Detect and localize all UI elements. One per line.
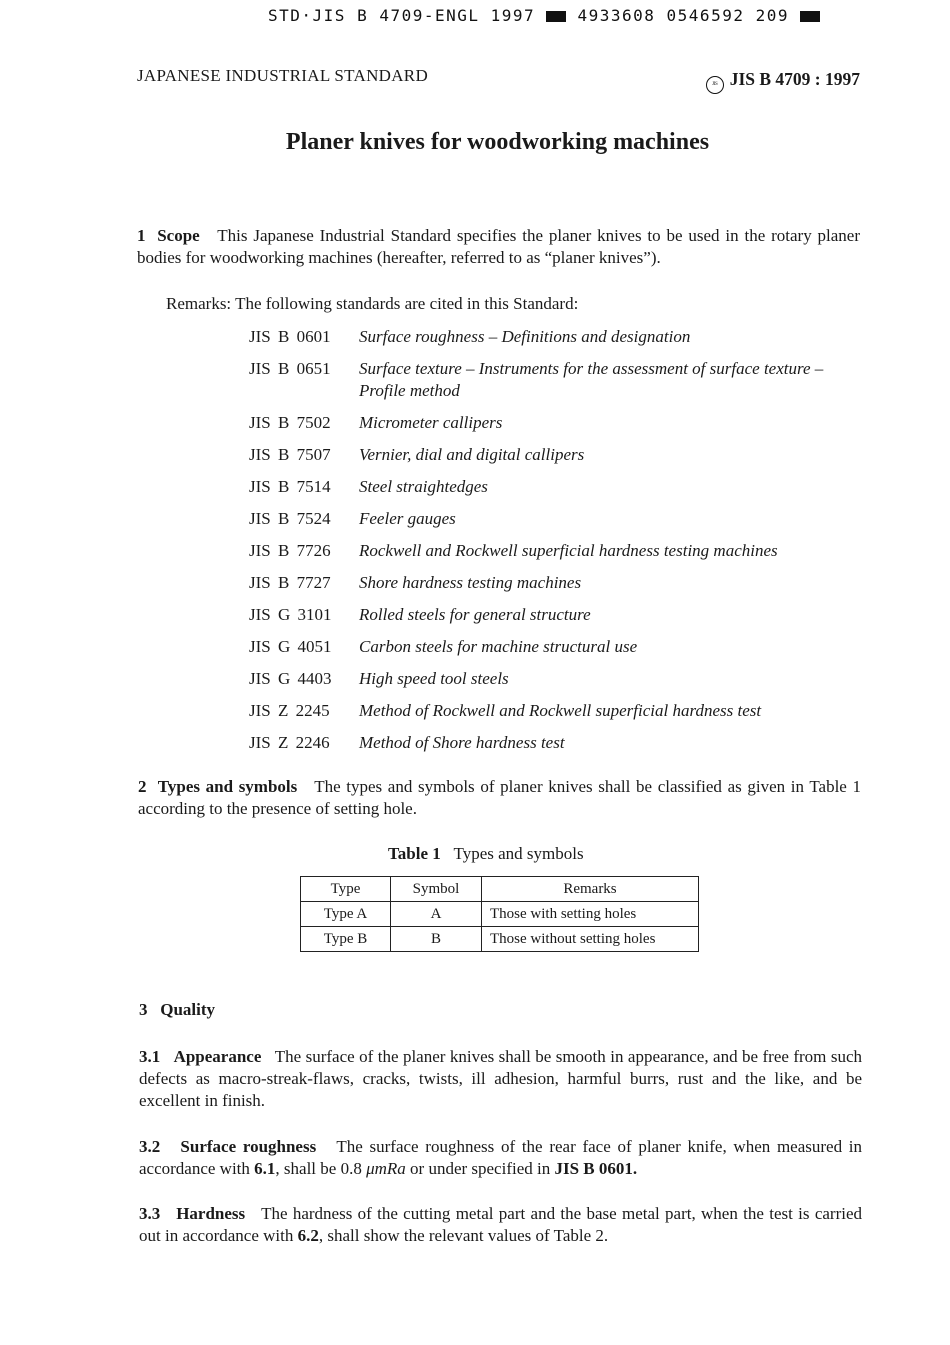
subsection-number: 3.2 [139, 1137, 161, 1156]
standard-ref-code: JIS B 0651 [249, 359, 331, 378]
section-text: This Japanese Industrial Standard specifies the planer knives to be used in the rotary planer bodies for woodworking machines (hereafter, referred to as “planer knives”). [137, 226, 861, 267]
standard-ref-title: High speed tool steels [359, 669, 509, 688]
standard-ref-title: Rockwell and Rockwell superficial hardness testing machines [359, 541, 778, 560]
table-header-row [301, 877, 699, 902]
section-number: 1 [137, 226, 146, 245]
standard-ref-code: JIS G 3101 [249, 605, 332, 624]
table-cell: Type B [301, 927, 391, 952]
standard-ref-code: JIS B 7524 [249, 509, 331, 528]
standard-ref-title: Surface texture – Instruments for the assessment of surface texture – Profile method [359, 359, 824, 400]
subsection-roughness [139, 1136, 862, 1180]
subsection-heading: Appearance [173, 1047, 262, 1066]
standard-ref-code: JIS Z 2246 [249, 733, 330, 752]
column-header: Symbol [391, 877, 482, 902]
subsection-heading: Hardness [176, 1204, 246, 1223]
block-mark [546, 11, 566, 22]
subsection-text: , shall show the relevant values of Table 2. [318, 1226, 609, 1245]
standard-ref-code: JIS G 4051 [249, 637, 332, 656]
catalog-number: 4933608 0546592 209 [577, 6, 789, 25]
standard-ref-title: Feeler gauges [359, 509, 456, 528]
document-id-line [268, 6, 820, 25]
table-title: Types and symbols [453, 844, 584, 863]
subsection-appearance [139, 1046, 862, 1112]
subsection-text: The surface of the planer knives shall be smooth in appearance, and be free from such defects as macro-streak-flaws, cracks, twists, ill adhesion, harmful burrs, rust and the like, and be excellent in finish. [139, 1047, 862, 1110]
subsection-text: or under specified in [410, 1159, 551, 1178]
sentence-end: . [632, 1159, 638, 1178]
standard-ref-title: Carbon steels for machine structural use [359, 637, 638, 656]
roughness-unit: μmRa [366, 1159, 406, 1178]
section-types [138, 776, 861, 820]
jis-mark-icon: JIS [706, 76, 724, 94]
standard-ref-title: Micrometer callipers [359, 413, 503, 432]
standard-code: JIS B 4709 : 1997 [729, 69, 860, 89]
table-cell: Type A [301, 902, 391, 927]
table-cell: B [391, 927, 482, 952]
clause-reference: 6.2 [297, 1226, 319, 1245]
page-title: Planer knives for woodworking machines [285, 129, 710, 155]
remarks-intro: Remarks: The following standards are cited in this Standard: [166, 294, 579, 313]
standard-ref-code: JIS B 7502 [249, 413, 331, 432]
section-quality [139, 1000, 215, 1020]
subsection-text: , shall be 0.8 [275, 1159, 362, 1178]
table-number: Table 1 [388, 844, 441, 863]
standard-ref-code: JIS Z 2245 [249, 701, 330, 720]
subsection-text: The surface roughness of the rear face of planer knife, when measured in accordance with [139, 1137, 863, 1178]
table-row [301, 927, 699, 952]
section-scope [137, 225, 860, 269]
document-id: STD·JIS B 4709-ENGL 1997 [268, 6, 536, 25]
standard-ref-title: Surface roughness – Definitions and designation [359, 327, 691, 346]
standard-number [706, 69, 860, 94]
subsection-number: 3.3 [139, 1204, 161, 1223]
standard-ref-code: JIS B 7726 [249, 541, 331, 560]
section-heading: Types and symbols [157, 777, 298, 796]
subsection-heading: Surface roughness [180, 1137, 317, 1156]
standard-ref-title: Shore hardness testing machines [359, 573, 582, 592]
standard-ref-code: JIS B 7727 [249, 573, 331, 592]
section-heading: Scope [157, 226, 200, 245]
block-mark [800, 11, 820, 22]
table-cell: Those without setting holes [482, 927, 699, 952]
standard-header: JAPANESE INDUSTRIAL STANDARD [137, 66, 429, 85]
table-cell: A [391, 902, 482, 927]
section-heading: Quality [160, 1000, 216, 1019]
standard-ref-title: Method of Rockwell and Rockwell superficial hardness test [359, 701, 762, 720]
types-table [300, 876, 699, 952]
section-text: The types and symbols of planer knives shall be classified as given in Table 1 according to the presence of setting hole. [138, 777, 862, 818]
column-header: Remarks [482, 877, 699, 902]
clause-reference: 6.1 [254, 1159, 276, 1178]
section-number: 3 [139, 1000, 148, 1019]
table-row [301, 902, 699, 927]
subsection-text: The hardness of the cutting metal part and the base metal part, when the test is carried out in accordance with [139, 1204, 862, 1245]
section-number: 2 [138, 777, 147, 796]
column-header: Type [301, 877, 391, 902]
standard-ref-code: JIS B 0601 [249, 327, 331, 346]
standard-ref-title: Rolled steels for general structure [359, 605, 591, 624]
standard-ref-title: Vernier, dial and digital callipers [359, 445, 585, 464]
table-caption [388, 844, 584, 864]
standard-ref-code: JIS G 4403 [249, 669, 332, 688]
subsection-hardness [139, 1203, 862, 1247]
standard-reference-inline: JIS B 0601 [554, 1159, 633, 1178]
standard-ref-code: JIS B 7514 [249, 477, 331, 496]
subsection-number: 3.1 [139, 1047, 161, 1066]
standard-ref-title: Steel straightedges [359, 477, 488, 496]
table-cell: Those with setting holes [482, 902, 699, 927]
standard-ref-code: JIS B 7507 [249, 445, 331, 464]
standard-ref-title: Method of Shore hardness test [359, 733, 565, 752]
